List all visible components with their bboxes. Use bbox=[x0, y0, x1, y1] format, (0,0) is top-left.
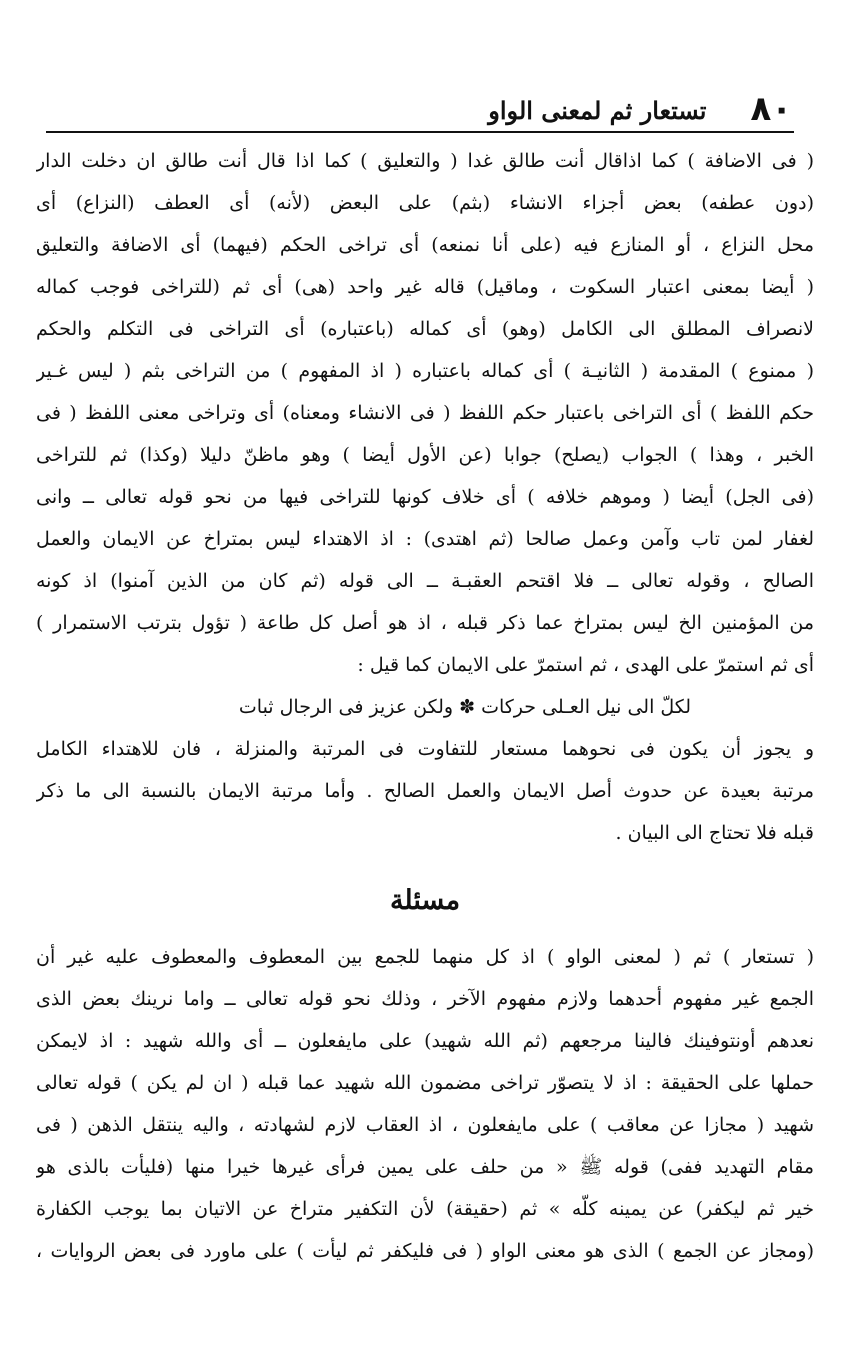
section-text-block bbox=[36, 936, 814, 1272]
text-line: ( فى الاضافة ) كما اذاقال أنت طالق غدا ( والتعليق ) كما اذا قال أنت طالق ان دخلت الدار bbox=[36, 150, 814, 172]
text-line: محل النزاع ، أو المنازع فيه (على أنا نمنعه) أى تراخى الحكم (فيهما) أى الاضافة والتعليق bbox=[36, 234, 814, 256]
text-line: ( تستعار ) ثم ( لمعنى الواو ) اذ كل منهما للجمع بين المعطوف والمعطوف عليه غير أن bbox=[36, 946, 814, 968]
text-line: الجمع غير مفهوم أحدهما ولازم مفهوم الآخر ، وذلك نحو قوله تعالى ــ واما نرينك بعض الذى bbox=[36, 988, 814, 1010]
page-number: ٨٠ bbox=[750, 89, 792, 129]
text-line: ( أيضا بمعنى اعتبار السكوت ، وماقيل) قاله غير واحد (هى) أى ثم (للتراخى فوجب كماله bbox=[36, 276, 814, 298]
text-line: خير ثم ليكفر) عن يمينه كلّه » ثم (حقيقة) لأن التكفير متراخ عن الاتيان بما يوجب الكفارة bbox=[36, 1198, 814, 1220]
text-line: ( ممنوع ) المقدمة ( الثانيـة ) أى كماله باعتباره ( اذ المفهوم ) من التراخى بثم ( ليس غـير bbox=[36, 360, 814, 382]
text-line: الصالح ، وقوله تعالى ــ فلا اقتحم العقبـة ــ الى قوله (ثم كان من الذين آمنوا) اذ كونه bbox=[36, 570, 814, 592]
section-heading: مسئلة bbox=[389, 885, 461, 916]
commentary-block bbox=[36, 140, 814, 854]
header-rule bbox=[46, 131, 794, 133]
running-head bbox=[40, 78, 792, 129]
text-line: (فى الجل) أيضا ( وموهم خلافه ) أى خلاف كونها للتراخى فيها من نحو قوله تعالى ــ وانى bbox=[36, 486, 814, 508]
text-line: لغفار لمن تاب وآمن وعمل صالحا (ثم اهتدى) : اذ الاهتداء ليس بمتراخ عن الايمان والعمل bbox=[36, 528, 814, 550]
text-line: شهيد ( مجازا عن معاقب ) على مايفعلون ، اذ العقاب لازم لشهادته ، واليه ينتقل الذهن ( فى bbox=[36, 1114, 814, 1136]
text-line: مقام التهديد ففى) قوله ﷺ « من حلف على يمين فرأى غيرها خيرا منها (فليأت بالذى هو bbox=[36, 1156, 814, 1178]
text-line: مرتبة بعيدة عن حدوث أصل الايمان والعمل الصالح . وأما مرتبة الايمان بالنسبة الى ما ذكر bbox=[36, 780, 814, 802]
text-line: (دون عطفه) بعض أجزاء الانشاء (بثم) على البعض (لأنه) أى العطف (النزاع) أى bbox=[36, 192, 814, 214]
text-line: أى ثم استمرّ على الهدى ، ثم استمرّ على الايمان كما قيل : bbox=[357, 654, 814, 676]
text-line: الخبر ، وهذا ) الجواب (يصلح) جوابا (عن الأول أيضا ) وهو ماظنّ دليلا (وكذا) ثم للتراخى bbox=[36, 444, 814, 466]
verse-line: لكلّ الى نيل العـلى حركات ✽ ولكن عزيز فى الرجال ثبات bbox=[238, 696, 692, 718]
text-line: حملها على الحقيقة : اذ لا يتصوّر تراخى مضمون الله شهيد عما قبله ( ان لم يكن ) قوله تعالى bbox=[36, 1072, 814, 1094]
text-line: حكم اللفظ ) أى التراخى باعتبار حكم اللفظ ( فى الانشاء ومعناه) أى وتراخى معنى اللفظ ( فى bbox=[36, 402, 814, 424]
text-line: و يجوز أن يكون فى نحوهما مستعار للتفاوت فى المرتبة والمنزلة ، فان للاهتداء الكامل bbox=[36, 738, 814, 760]
text-line: نعدهم أونتوفينك فالينا مرجعهم (ثم الله شهيد) على مايفعلون ــ أى والله شهيد : اذ لايمكن bbox=[36, 1030, 814, 1052]
text-line: لانصراف المطلق الى الكامل (وهو) أى كماله (باعتباره) أى التراخى فى التكلم والحكم bbox=[36, 318, 814, 340]
text-line: قبله فلا تحتاج الى البيان . bbox=[615, 822, 814, 844]
text-line: من المؤمنين الخ ليس بمتراخ عما ذكر قبله ، اذ هو أصل كل طاعة ( تؤول بترتب الاستمرار ) bbox=[36, 612, 814, 634]
text-line: (ومجاز عن الجمع ) الذى هو معنى الواو ( فى فليكفر ثم ليأت ) على ماورد فى بعض الروايات ، bbox=[36, 1240, 814, 1262]
running-title: تستعار ثم لمعنى الواو bbox=[488, 96, 707, 126]
